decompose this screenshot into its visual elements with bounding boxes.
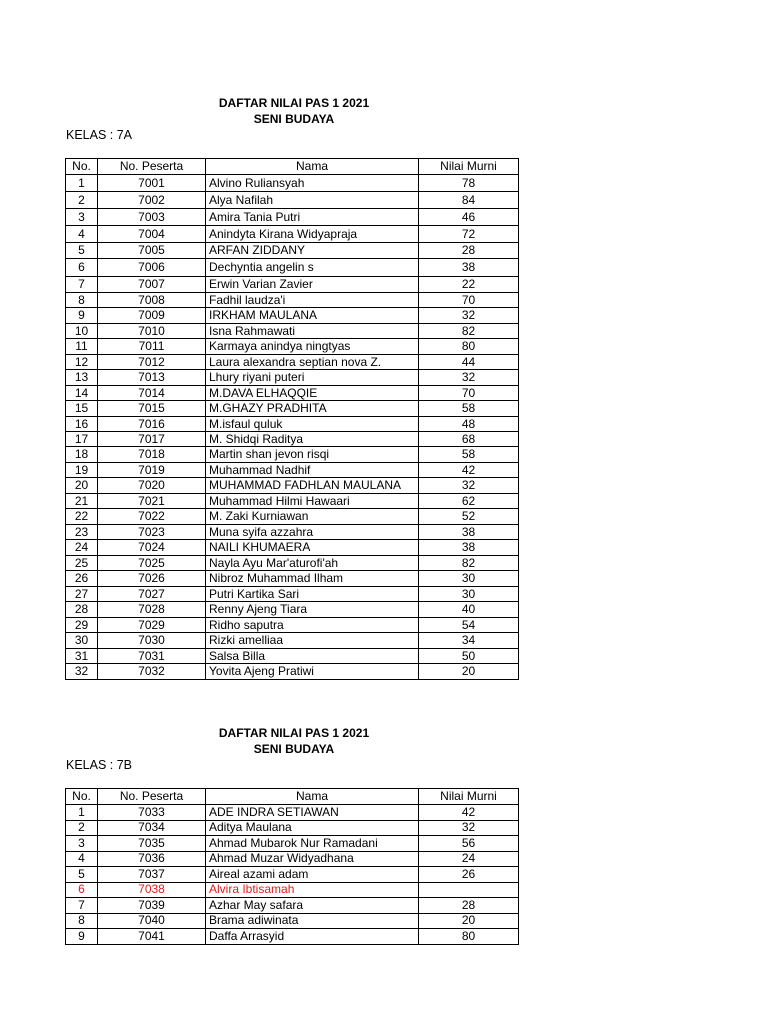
cell-nama: Aditya Maulana xyxy=(206,820,419,836)
table-row xyxy=(66,494,519,509)
table-row xyxy=(66,401,519,417)
cell-nama: Brama adiwinata xyxy=(206,913,419,929)
cell-nama: Ahmad Muzar Widyadhana xyxy=(206,851,419,867)
cell-nama: Amira Tania Putri xyxy=(206,209,419,226)
cell-nama: Alvira Ibtisamah xyxy=(206,882,419,898)
table-row xyxy=(66,633,519,649)
cell-nama: Ahmad Mubarok Nur Ramadani xyxy=(206,836,419,852)
table-row xyxy=(66,587,519,602)
table-row xyxy=(66,929,519,945)
document-subtitle: SENI BUDAYA xyxy=(253,742,335,756)
cell-peserta: 7006 xyxy=(98,259,206,277)
header-peserta: No. Peserta xyxy=(98,789,206,805)
table-row xyxy=(66,913,519,929)
table-row xyxy=(66,618,519,633)
table-row xyxy=(66,370,519,386)
header-nilai: Nilai Murni xyxy=(419,789,519,805)
cell-nilai: 78 xyxy=(419,175,519,192)
table-row xyxy=(66,192,519,209)
cell-no: 24 xyxy=(66,540,98,556)
table-row xyxy=(66,649,519,664)
cell-nilai: 42 xyxy=(419,805,519,821)
cell-no: 11 xyxy=(66,339,98,355)
table-row xyxy=(66,386,519,401)
cell-peserta: 7026 xyxy=(98,571,206,587)
cell-nilai: 82 xyxy=(419,556,519,571)
cell-peserta: 7017 xyxy=(98,432,206,447)
cell-peserta: 7008 xyxy=(98,293,206,308)
cell-nama: M. Zaki Kurniawan xyxy=(206,509,419,525)
cell-nama: M.GHAZY PRADHITA xyxy=(206,401,419,417)
cell-nama: ADE INDRA SETIAWAN xyxy=(206,805,419,821)
table-row xyxy=(66,417,519,432)
cell-peserta: 7029 xyxy=(98,618,206,633)
table-row xyxy=(66,447,519,463)
cell-peserta: 7023 xyxy=(98,525,206,540)
cell-peserta: 7012 xyxy=(98,355,206,370)
cell-no: 28 xyxy=(66,602,98,618)
cell-nama: Martin shan jevon risqi xyxy=(206,447,419,463)
cell-nama: Yovita Ajeng Pratiwi xyxy=(206,664,419,680)
cell-nilai: 82 xyxy=(419,324,519,339)
cell-no: 23 xyxy=(66,525,98,540)
table-row xyxy=(66,540,519,556)
cell-no: 32 xyxy=(66,664,98,680)
cell-peserta: 7003 xyxy=(98,209,206,226)
table-header-row xyxy=(66,159,519,175)
cell-nama: Alya Nafilah xyxy=(206,192,419,209)
cell-no: 14 xyxy=(66,386,98,401)
cell-nama: M.DAVA ELHAQQIE xyxy=(206,386,419,401)
cell-peserta: 7001 xyxy=(98,175,206,192)
cell-nilai: 34 xyxy=(419,633,519,649)
table-row xyxy=(66,882,519,898)
cell-no: 20 xyxy=(66,478,98,494)
cell-nilai: 38 xyxy=(419,540,519,556)
cell-nilai: 32 xyxy=(419,478,519,494)
cell-no: 19 xyxy=(66,463,98,478)
cell-peserta: 7021 xyxy=(98,494,206,509)
cell-peserta: 7013 xyxy=(98,370,206,386)
cell-no: 26 xyxy=(66,571,98,587)
cell-no: 1 xyxy=(66,805,98,821)
cell-nilai: 68 xyxy=(419,432,519,447)
cell-peserta: 7007 xyxy=(98,277,206,293)
cell-no: 22 xyxy=(66,509,98,525)
cell-nilai: 72 xyxy=(419,226,519,243)
cell-nama: Azhar May safara xyxy=(206,898,419,914)
cell-nama: Anindyta Kirana Widyapraja xyxy=(206,226,419,243)
header-nama: Nama xyxy=(206,789,419,805)
table-row xyxy=(66,851,519,867)
cell-nama: Renny Ajeng Tiara xyxy=(206,602,419,618)
cell-no: 7 xyxy=(66,898,98,914)
table-row xyxy=(66,463,519,478)
cell-nilai: 58 xyxy=(419,447,519,463)
table-row xyxy=(66,602,519,618)
cell-peserta: 7010 xyxy=(98,324,206,339)
cell-peserta: 7037 xyxy=(98,867,206,883)
table-row xyxy=(66,293,519,308)
cell-peserta: 7019 xyxy=(98,463,206,478)
cell-no: 10 xyxy=(66,324,98,339)
table-row xyxy=(66,805,519,821)
cell-nilai: 70 xyxy=(419,386,519,401)
table-row xyxy=(66,259,519,277)
cell-nilai: 28 xyxy=(419,898,519,914)
table-row xyxy=(66,867,519,883)
table-row xyxy=(66,525,519,540)
cell-nama: M. Shidqi Raditya xyxy=(206,432,419,447)
table-header-row xyxy=(66,789,519,805)
table-row xyxy=(66,571,519,587)
cell-nilai: 48 xyxy=(419,417,519,432)
cell-peserta: 7030 xyxy=(98,633,206,649)
cell-nilai: 80 xyxy=(419,929,519,945)
table-row xyxy=(66,898,519,914)
cell-peserta: 7024 xyxy=(98,540,206,556)
cell-nilai: 26 xyxy=(419,867,519,883)
cell-nama: Muna syifa azzahra xyxy=(206,525,419,540)
table-row xyxy=(66,277,519,293)
cell-peserta: 7027 xyxy=(98,587,206,602)
table-row xyxy=(66,308,519,324)
header-no: No. xyxy=(66,789,98,805)
header-nama: Nama xyxy=(206,159,419,175)
table-row xyxy=(66,556,519,571)
cell-nama: Lhury riyani puteri xyxy=(206,370,419,386)
cell-nama: IRKHAM MAULANA xyxy=(206,308,419,324)
cell-nilai: 40 xyxy=(419,602,519,618)
cell-nama: Nibroz Muhammad Ilham xyxy=(206,571,419,587)
cell-no: 5 xyxy=(66,243,98,259)
cell-no: 3 xyxy=(66,209,98,226)
cell-no: 8 xyxy=(66,913,98,929)
grades-table xyxy=(65,158,519,680)
cell-nilai: 38 xyxy=(419,525,519,540)
cell-peserta: 7022 xyxy=(98,509,206,525)
cell-peserta: 7031 xyxy=(98,649,206,664)
cell-peserta: 7028 xyxy=(98,602,206,618)
header-no: No. xyxy=(66,159,98,175)
cell-no: 12 xyxy=(66,355,98,370)
cell-peserta: 7038 xyxy=(98,882,206,898)
cell-no: 6 xyxy=(66,259,98,277)
cell-peserta: 7032 xyxy=(98,664,206,680)
cell-nilai: 52 xyxy=(419,509,519,525)
cell-no: 31 xyxy=(66,649,98,664)
cell-nama: Karmaya anindya ningtyas xyxy=(206,339,419,355)
cell-nama: Salsa Billa xyxy=(206,649,419,664)
cell-nilai: 62 xyxy=(419,494,519,509)
cell-no: 25 xyxy=(66,556,98,571)
cell-peserta: 7041 xyxy=(98,929,206,945)
document-subtitle: SENI BUDAYA xyxy=(253,112,335,126)
cell-no: 30 xyxy=(66,633,98,649)
cell-no: 5 xyxy=(66,867,98,883)
cell-no: 2 xyxy=(66,192,98,209)
cell-nama: NAILI KHUMAERA xyxy=(206,540,419,556)
cell-nilai: 42 xyxy=(419,463,519,478)
cell-nama: Ridho saputra xyxy=(206,618,419,633)
grades-table xyxy=(65,788,519,945)
cell-nilai: 22 xyxy=(419,277,519,293)
cell-nilai: 20 xyxy=(419,913,519,929)
document-title: DAFTAR NILAI PAS 1 2021 xyxy=(218,726,370,740)
document-title: DAFTAR NILAI PAS 1 2021 xyxy=(218,96,370,110)
cell-no: 3 xyxy=(66,836,98,852)
cell-no: 8 xyxy=(66,293,98,308)
cell-nilai: 24 xyxy=(419,851,519,867)
cell-no: 27 xyxy=(66,587,98,602)
cell-nilai: 46 xyxy=(419,209,519,226)
cell-nama: Isna Rahmawati xyxy=(206,324,419,339)
cell-peserta: 7018 xyxy=(98,447,206,463)
table-row xyxy=(66,432,519,447)
table-row xyxy=(66,226,519,243)
table-body xyxy=(66,175,519,680)
cell-nilai: 58 xyxy=(419,401,519,417)
cell-peserta: 7033 xyxy=(98,805,206,821)
cell-nama: Aireal azami adam xyxy=(206,867,419,883)
cell-nama: Rizki amelliaa xyxy=(206,633,419,649)
cell-nama: Dechyntia angelin s xyxy=(206,259,419,277)
cell-peserta: 7009 xyxy=(98,308,206,324)
cell-no: 4 xyxy=(66,851,98,867)
cell-nama: Muhammad Hilmi Hawaari xyxy=(206,494,419,509)
cell-nama: Fadhil laudza'i xyxy=(206,293,419,308)
cell-peserta: 7039 xyxy=(98,898,206,914)
cell-nilai: 32 xyxy=(419,820,519,836)
cell-no: 15 xyxy=(66,401,98,417)
cell-peserta: 7005 xyxy=(98,243,206,259)
class-label: KELAS : 7A xyxy=(66,128,133,142)
table-row xyxy=(66,324,519,339)
table-row xyxy=(66,175,519,192)
table-row xyxy=(66,836,519,852)
cell-nilai: 54 xyxy=(419,618,519,633)
cell-nilai: 84 xyxy=(419,192,519,209)
cell-nilai: 28 xyxy=(419,243,519,259)
cell-nilai: 32 xyxy=(419,370,519,386)
cell-nama: M.isfaul quluk xyxy=(206,417,419,432)
cell-nama: Nayla Ayu Mar'aturofi'ah xyxy=(206,556,419,571)
cell-peserta: 7002 xyxy=(98,192,206,209)
cell-nilai: 20 xyxy=(419,664,519,680)
cell-nama: Erwin Varian Zavier xyxy=(206,277,419,293)
cell-nilai: 50 xyxy=(419,649,519,664)
cell-no: 16 xyxy=(66,417,98,432)
header-nilai: Nilai Murni xyxy=(419,159,519,175)
cell-no: 18 xyxy=(66,447,98,463)
cell-nilai: 56 xyxy=(419,836,519,852)
cell-nilai: 44 xyxy=(419,355,519,370)
cell-nama: Putri Kartika Sari xyxy=(206,587,419,602)
cell-nama: Laura alexandra septian nova Z. xyxy=(206,355,419,370)
table-row xyxy=(66,664,519,680)
cell-nama: Muhammad Nadhif xyxy=(206,463,419,478)
cell-nama: Daffa Arrasyid xyxy=(206,929,419,945)
table-row xyxy=(66,209,519,226)
cell-peserta: 7035 xyxy=(98,836,206,852)
cell-peserta: 7020 xyxy=(98,478,206,494)
cell-no: 4 xyxy=(66,226,98,243)
cell-nilai: 30 xyxy=(419,587,519,602)
cell-nama: ARFAN ZIDDANY xyxy=(206,243,419,259)
cell-peserta: 7011 xyxy=(98,339,206,355)
class-label: KELAS : 7B xyxy=(66,758,133,772)
cell-peserta: 7004 xyxy=(98,226,206,243)
cell-nilai: 38 xyxy=(419,259,519,277)
cell-peserta: 7025 xyxy=(98,556,206,571)
cell-nilai: 30 xyxy=(419,571,519,587)
cell-no: 21 xyxy=(66,494,98,509)
table-row xyxy=(66,243,519,259)
cell-no: 7 xyxy=(66,277,98,293)
cell-no: 29 xyxy=(66,618,98,633)
cell-no: 13 xyxy=(66,370,98,386)
cell-nilai: 32 xyxy=(419,308,519,324)
table-row xyxy=(66,355,519,370)
cell-peserta: 7040 xyxy=(98,913,206,929)
cell-nama: MUHAMMAD FADHLAN MAULANA xyxy=(206,478,419,494)
header-peserta: No. Peserta xyxy=(98,159,206,175)
cell-peserta: 7016 xyxy=(98,417,206,432)
cell-peserta: 7034 xyxy=(98,820,206,836)
cell-no: 1 xyxy=(66,175,98,192)
table-row xyxy=(66,820,519,836)
table-row xyxy=(66,509,519,525)
cell-nilai: 70 xyxy=(419,293,519,308)
table-row xyxy=(66,339,519,355)
cell-nilai xyxy=(419,882,519,898)
cell-peserta: 7014 xyxy=(98,386,206,401)
cell-no: 9 xyxy=(66,308,98,324)
cell-no: 2 xyxy=(66,820,98,836)
cell-no: 17 xyxy=(66,432,98,447)
cell-nilai: 80 xyxy=(419,339,519,355)
table-row xyxy=(66,478,519,494)
table-body xyxy=(66,805,519,945)
cell-no: 9 xyxy=(66,929,98,945)
cell-nama: Alvino Ruliansyah xyxy=(206,175,419,192)
cell-peserta: 7015 xyxy=(98,401,206,417)
cell-no: 6 xyxy=(66,882,98,898)
cell-peserta: 7036 xyxy=(98,851,206,867)
